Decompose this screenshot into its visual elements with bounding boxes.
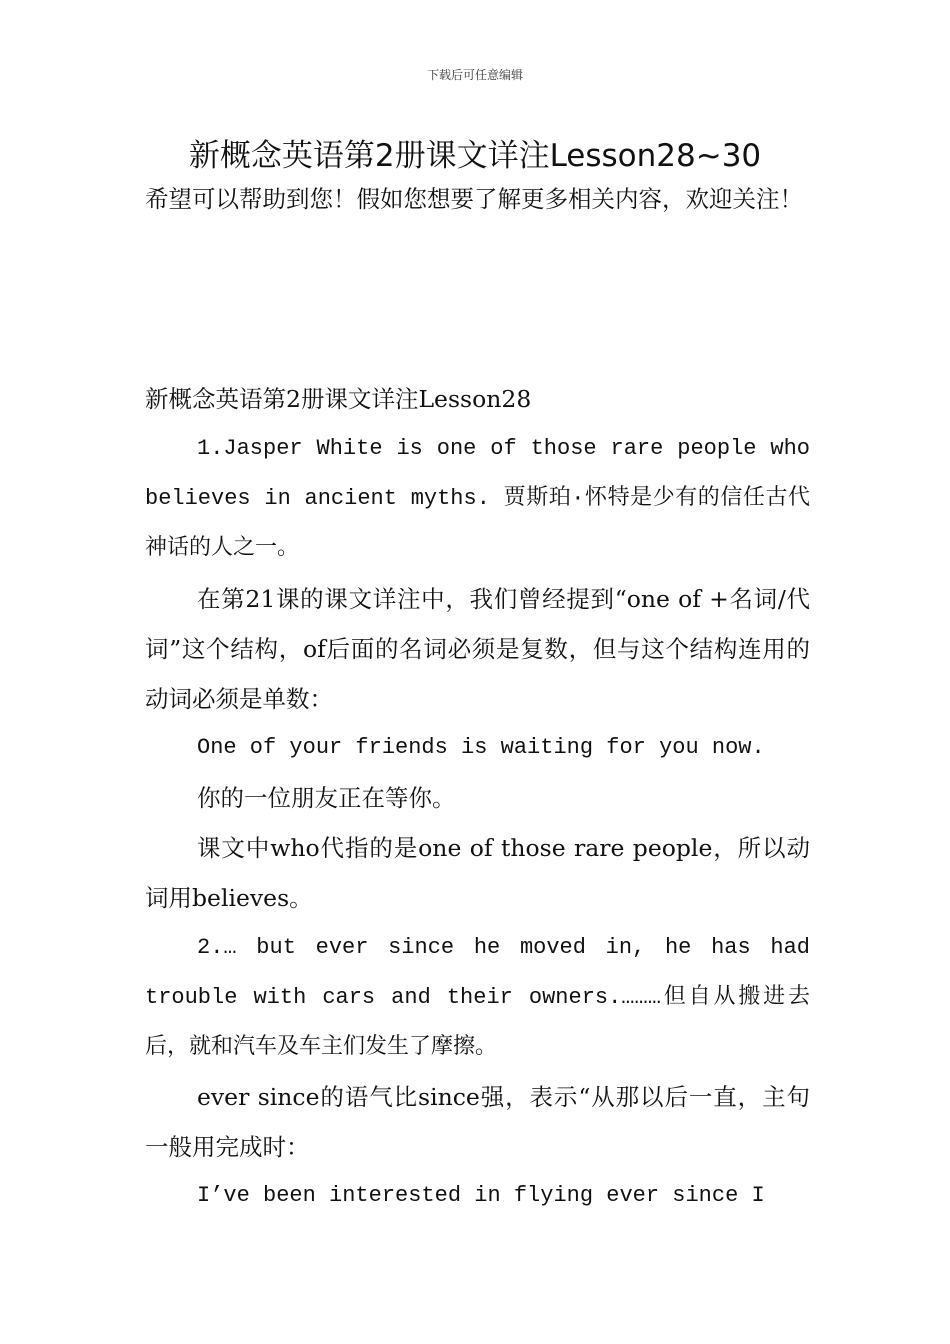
example-sentence-2-en: I’ve been interested in flying ever since I <box>197 1183 765 1208</box>
note-2-explanation: ever since的语气比since强，表示“从那以后一直，主句一般用完成时： <box>145 1083 810 1161</box>
note-2-paragraph: 2.… but ever since he moved in, he has had trouble with cars and their owners.………但自从搬进去后，就和汽车及车主们发生了摩擦。 <box>145 935 810 1060</box>
example-sentence-zh: 你的一位朋友正在等你。 <box>197 784 456 812</box>
header-note: 下载后可任意编辑 <box>426 68 523 82</box>
lesson-heading: 新概念英语第2册课文详注Lesson28 <box>145 385 532 413</box>
document-title: 新概念英语第2册课文详注Lesson28~30 <box>188 138 762 174</box>
intro-paragraph: 希望可以帮助到您！假如您想要了解更多相关内容，欢迎关注！ <box>145 185 803 213</box>
note-1-explanation: 在第21课的课文详注中，我们曾经提到“one of +名词/代词”这个结构，of后面的名词必须是复数，但与这个结构连用的动词必须是单数： <box>145 585 810 713</box>
note-1-paragraph: 1.Jasper White is one of those rare people who believes in ancient myths. 贾斯珀·怀特是少有的信任古代神话的人之一。 <box>145 436 810 561</box>
note-1-remark: 课文中who代指的是one of those rare people，所以动词用believes。 <box>145 834 810 912</box>
example-sentence-en: One of your friends is waiting for you now. <box>197 735 765 760</box>
